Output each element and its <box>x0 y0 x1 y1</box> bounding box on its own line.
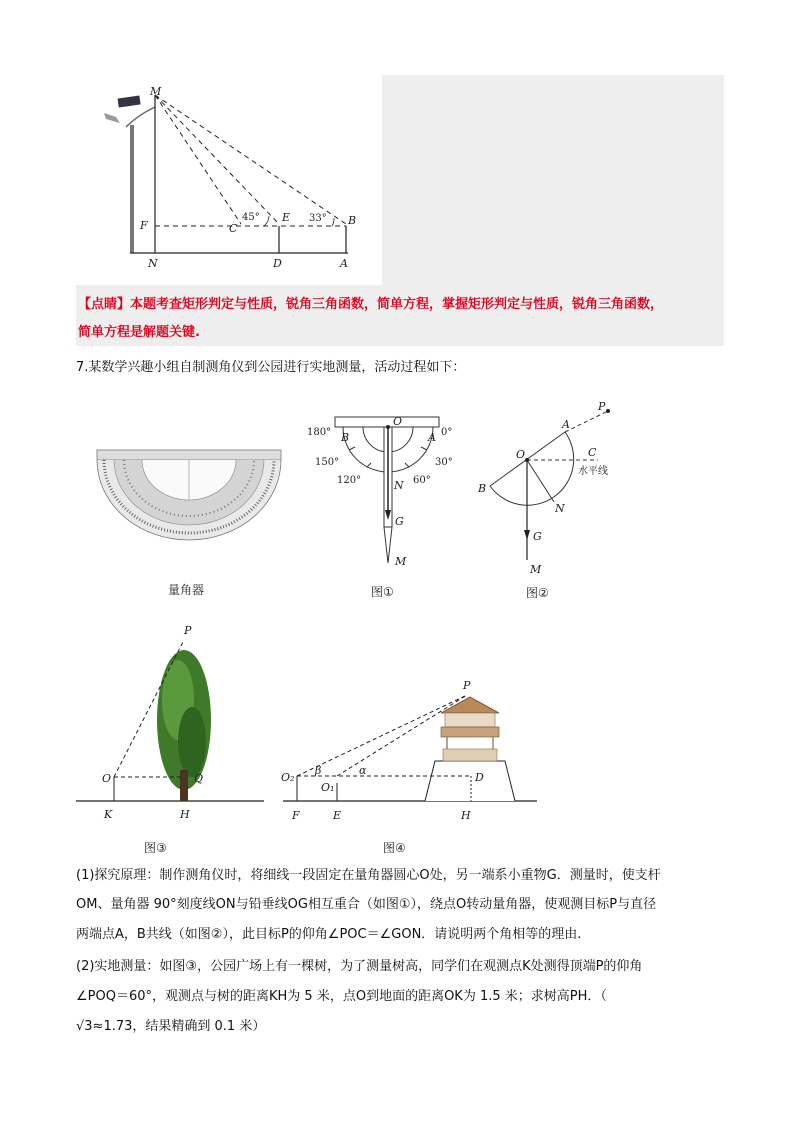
label-30: 30° <box>435 457 453 468</box>
solar-panel-icon <box>118 96 141 108</box>
label-150: 150° <box>315 457 340 468</box>
label-45: 45° <box>242 212 260 223</box>
label-D: D <box>273 257 282 270</box>
label-F: F <box>292 809 300 822</box>
label-H: H <box>461 809 471 822</box>
label-A: A <box>340 257 348 270</box>
question-2-line-3: √3≈1.73，结果精确到 0.1 米） <box>76 1019 266 1034</box>
target-point-P <box>606 409 610 413</box>
label-N: N <box>555 502 565 515</box>
label-M: M <box>150 85 162 98</box>
figure-1-caption: 图① <box>371 585 394 599</box>
label-120: 120° <box>337 475 362 486</box>
label-Q: Q <box>194 772 204 785</box>
tick-150 <box>349 447 355 450</box>
protractor-caption: 量角器 <box>168 583 205 597</box>
label-N: N <box>148 257 158 270</box>
label-P: P <box>463 679 471 692</box>
question-1-line-1: (1)探究原理：制作测角仪时，将细线一段固定在量角器圆心O处，另一端系小重物G．测量时，使支杆 <box>76 868 661 883</box>
figure-4-caption: 图④ <box>383 841 406 855</box>
label-E: E <box>333 809 342 822</box>
streetlight-figure <box>76 75 382 285</box>
figure-3 <box>70 620 270 860</box>
figure-2 <box>470 398 650 603</box>
semicircle <box>490 432 574 505</box>
label-O2: O₂ <box>281 771 295 784</box>
label-D: D <box>475 771 484 784</box>
label-A: A <box>428 431 436 444</box>
label-B: B <box>341 431 350 444</box>
label-M: M <box>395 555 407 568</box>
lamp-arm <box>126 107 155 127</box>
tick-30 <box>421 447 427 450</box>
label-C: C <box>229 222 238 235</box>
question-2-line-1: (2)实地测量：如图③，公园广场上有一棵树，为了测量树高，同学们在观测点K处测得顶端P的仰角 <box>76 959 643 974</box>
sight-line-BM <box>155 95 346 224</box>
dianjing-line2: 简单方程是解题关键. <box>78 325 200 340</box>
label-O: O <box>516 448 526 461</box>
figure-3-caption: 图③ <box>144 841 167 855</box>
question-1-line-2: OM、量角器 90°刻度线ON与铅垂线OG相互重合（如图①），绕点O转动量角器，使观测目标P与直径 <box>76 897 657 912</box>
question-2-line-2: ∠POQ＝60°，观测点与树的距离KH为 5 米，点O到地面的距离OK为 1.5 米；求树高PH．（ <box>76 989 607 1004</box>
pavilion-roof-icon <box>441 697 499 713</box>
label-alpha: α <box>359 764 367 777</box>
label-B: B <box>478 482 487 495</box>
label-G: G <box>395 515 404 528</box>
label-60: 60° <box>413 475 431 486</box>
label-C: C <box>588 446 597 459</box>
platform <box>425 761 515 801</box>
protractor-figure <box>96 448 282 598</box>
label-G: G <box>533 530 542 543</box>
lamp-head-icon <box>104 113 120 123</box>
figure-1 <box>305 415 465 600</box>
label-N: N <box>394 479 404 492</box>
label-horizontal-line: 水平线 <box>578 466 608 477</box>
label-O: O <box>393 415 403 428</box>
label-33: 33° <box>309 213 327 224</box>
sight-line-CM <box>155 95 241 224</box>
sight-line-EM <box>155 95 279 224</box>
label-B: B <box>348 214 357 227</box>
plumb-bob-G <box>524 530 530 540</box>
label-A: A <box>562 418 570 431</box>
label-H: H <box>180 808 190 821</box>
label-P: P <box>184 624 192 637</box>
angle-arc-45 <box>264 216 269 226</box>
figure-4 <box>275 675 545 860</box>
label-beta: β <box>315 764 322 777</box>
problem-7-intro: 7.某数学兴趣小组自制测角仪到公园进行实地测量，活动过程如下： <box>76 360 466 375</box>
sight-line-AP <box>565 411 608 432</box>
figure-2-caption: 图② <box>526 586 549 600</box>
radius-ON <box>527 460 554 502</box>
dianjing-line1: 【点睛】本题考查矩形判定与性质，锐角三角函数，简单方程，掌握矩形判定与性质，锐角三角函数， <box>78 297 664 312</box>
label-K: K <box>104 808 113 821</box>
label-O: O <box>102 772 112 785</box>
label-M: M <box>530 563 542 576</box>
question-1-line-3: 两端点A，B共线（如图②），此目标P的仰角∠POC＝∠GON．请说明两个角相等的理由. <box>76 927 582 942</box>
label-180: 180° <box>307 427 332 438</box>
label-F: F <box>140 219 148 232</box>
label-0: 0° <box>441 427 453 438</box>
tick-120 <box>367 463 371 467</box>
label-E: E <box>282 211 291 224</box>
angle-arc-33 <box>332 218 334 226</box>
tree-trunk <box>180 770 188 801</box>
tick-60 <box>405 463 409 467</box>
label-P: P <box>598 400 606 413</box>
label-O1: O₁ <box>321 781 335 794</box>
